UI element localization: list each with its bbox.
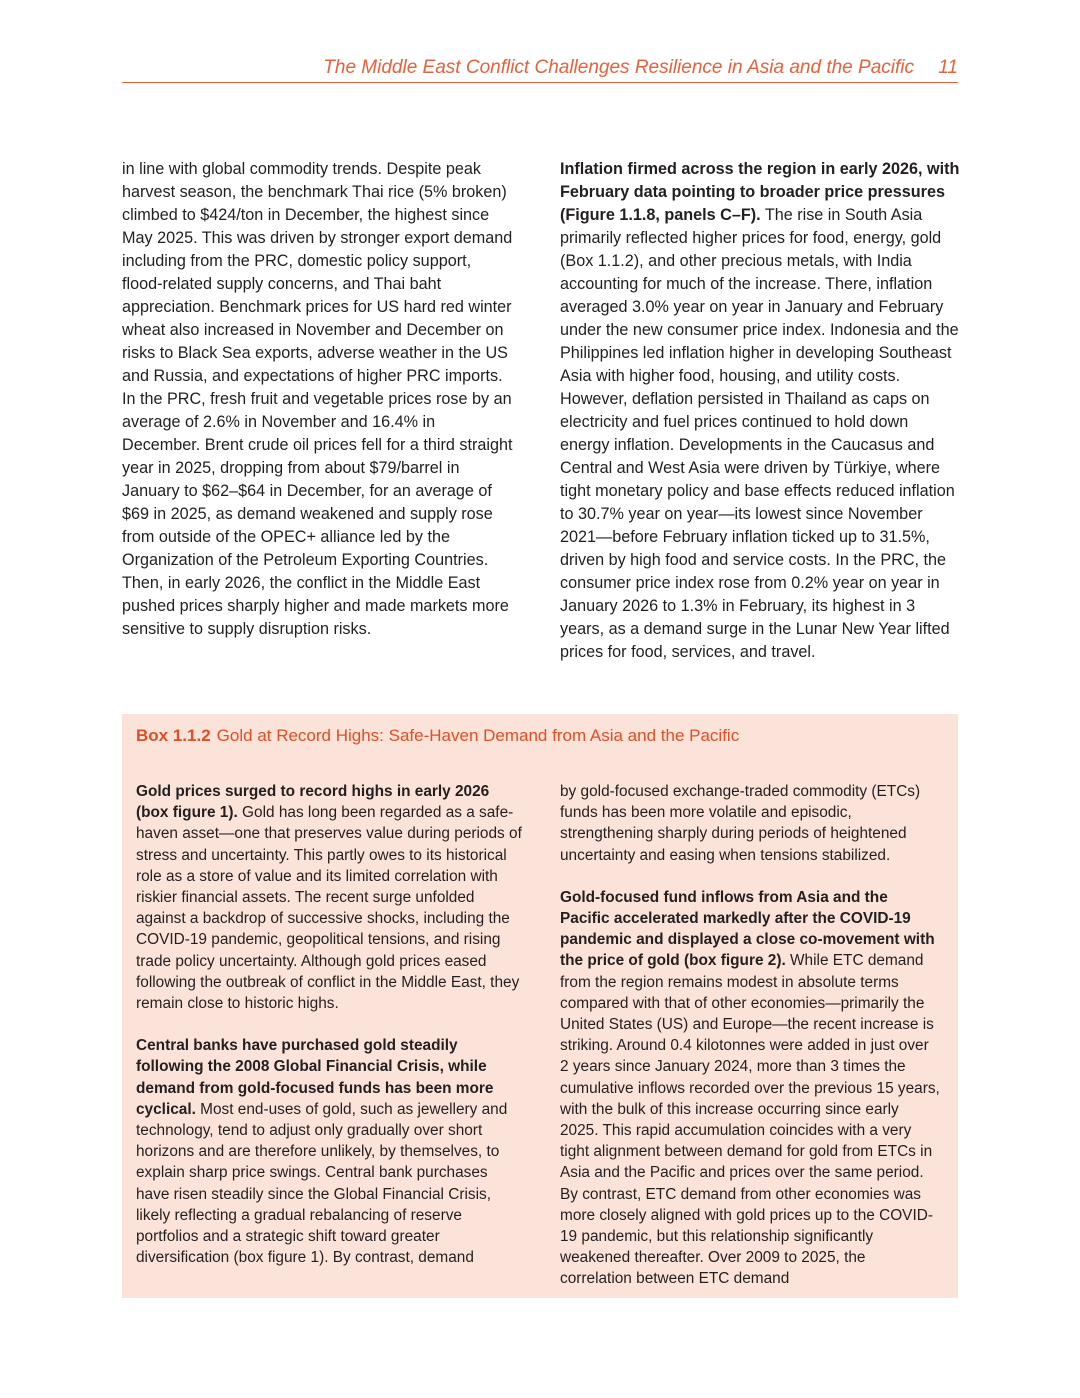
box-label: Box 1.1.2: [136, 726, 211, 745]
inflation-body: The rise in South Asia primarily reflected higher prices for food, energy, gold (Box 1.1.2), and other precious metals, with India accounting for much of the increase. There, inflation averaged 3.0% year on year in January and February under the new consumer price index. Indonesia and the Philippines led inflation higher in developing Southeast Asia with higher food, housing, and utility costs. However, deflation persisted in Thailand as caps on electricity and fuel prices continued to hold down energy inflation. Developments in the Caucasus and Central and West Asia were driven by Türkiye, where tight monetary policy and base effects reduced inflation to 30.7% year on year—its lowest since November 2021—before February inflation ticked up to 31.5%, driven by high food and service costs. In the PRC, the consumer price index rose from 0.2% year on year in January 2026 to 1.3% in February, its highest in 3 years, as a demand surge in the Lunar New Year lifted prices for food, services, and travel.: [560, 206, 959, 661]
box-1-1-2: [122, 714, 958, 1298]
inflation-paragraph: [560, 158, 960, 664]
box-right-column: [560, 781, 940, 1290]
main-right-column: [560, 158, 960, 664]
box-left-column: [136, 781, 522, 1268]
running-header-title: The Middle East Conflict Challenges Resilience in Asia and the Pacific: [323, 57, 914, 78]
box-title: [136, 726, 739, 746]
box-heading: Gold at Record Highs: Safe-Haven Demand from Asia and the Pacific: [216, 726, 740, 745]
box-p1-body: Gold has long been regarded as a safe-haven asset—one that preserves value during periods of stress and uncertainty. This partly owes to its historical role as a store of value and its limited correlation with riskier financial assets. The recent surge unfolded against a backdrop of successive shocks, including the COVID-19 pandemic, geopolitical tensions, and rising trade policy uncertainty. Although gold prices eased following the outbreak of conflict in the Middle East, they remain close to historic highs.: [136, 804, 522, 1013]
box-p1-lead: Gold prices surged to record highs in early 2026 (box figure 1).: [136, 783, 490, 822]
box-p2-body: Most end-uses of gold, such as jewellery and technology, tend to adjust only gradually over short horizons and are therefore unlikely, by themselves, to explain sharp price swings. Central bank purchases have risen steadily since the Global Financial Crisis, likely reflecting a gradual rebalancing of reserve portfolios and a strategic shift toward greater diversification (box figure 1). By contrast, demand: [136, 1100, 508, 1267]
box-paragraph-1: [136, 781, 522, 1014]
page-number: 11: [938, 57, 958, 78]
box-p4-lead: Gold-focused fund inflows from Asia and the Pacific accelerated markedly after the COVID-19 pandemic and displayed a close co-movement with the price of gold (box figure 2).: [560, 888, 935, 970]
box-p2-lead: Central banks have purchased gold steadily following the 2008 Global Financial Crisis, while demand from gold-focused funds has been more cyclical.: [136, 1037, 494, 1118]
box-p4-body: While ETC demand from the region remains modest in absolute terms compared with that of other economies—primarily the United States (US) and Europe—the recent increase is striking. Around 0.4 kilotonnes were added in just over 2 years since January 2024, more than 3 times the cumulative inflows recorded over the previous 15 years, with the bulk of this increase occurring since early 2025. This rapid accumulation coincides with a very tight alignment between demand for gold from ETCs in Asia and the Pacific and prices over the same period. By contrast, ETC demand from other economies was more closely aligned with gold prices up to the COVID-19 pandemic, but this relationship significantly weakened thereafter. Over 2009 to 2025, the correlation between ETC demand: [560, 952, 940, 1288]
box-paragraph-4: [560, 887, 940, 1290]
inflation-lead: Inflation firmed across the region in early 2026, with February data pointing to broader price pressures (Figure 1.1.8, panels C–F).: [560, 160, 960, 224]
box-paragraph-2: [136, 1035, 522, 1268]
commodity-paragraph: in line with global commodity trends. Despite peak harvest season, the benchmark Thai rice (5% broken) climbed to $424/ton in December, the highest since May 2025. This was driven by stronger export demand including from the PRC, domestic policy support, flood-related supply concerns, and Thai baht appreciation. Benchmark prices for US hard red winter wheat also increased in November and December on risks to Black Sea exports, adverse weather in the US and Russia, and expectations of higher PRC imports. In the PRC, fresh fruit and vegetable prices rose by an average of 2.6% in November and 16.4% in December. Brent crude oil prices fell for a third straight year in 2025, dropping from about $79/barrel in January to $62–$64 in December, for an average of $69 in 2025, as demand weakened and supply rose from outside of the OPEC+ alliance led by the Organization of the Petroleum Exporting Countries. Then, in early 2026, the conflict in the Middle East pushed prices sharply higher and made markets more sensitive to supply disruption risks.: [122, 160, 513, 638]
running-header: [122, 55, 958, 83]
main-left-column: [122, 158, 514, 641]
box-paragraph-3: by gold-focused exchange-traded commodity (ETCs) funds has been more volatile and episodic, strengthening sharply during periods of heightened uncertainty and easing when tensions stabilized.: [560, 783, 921, 864]
